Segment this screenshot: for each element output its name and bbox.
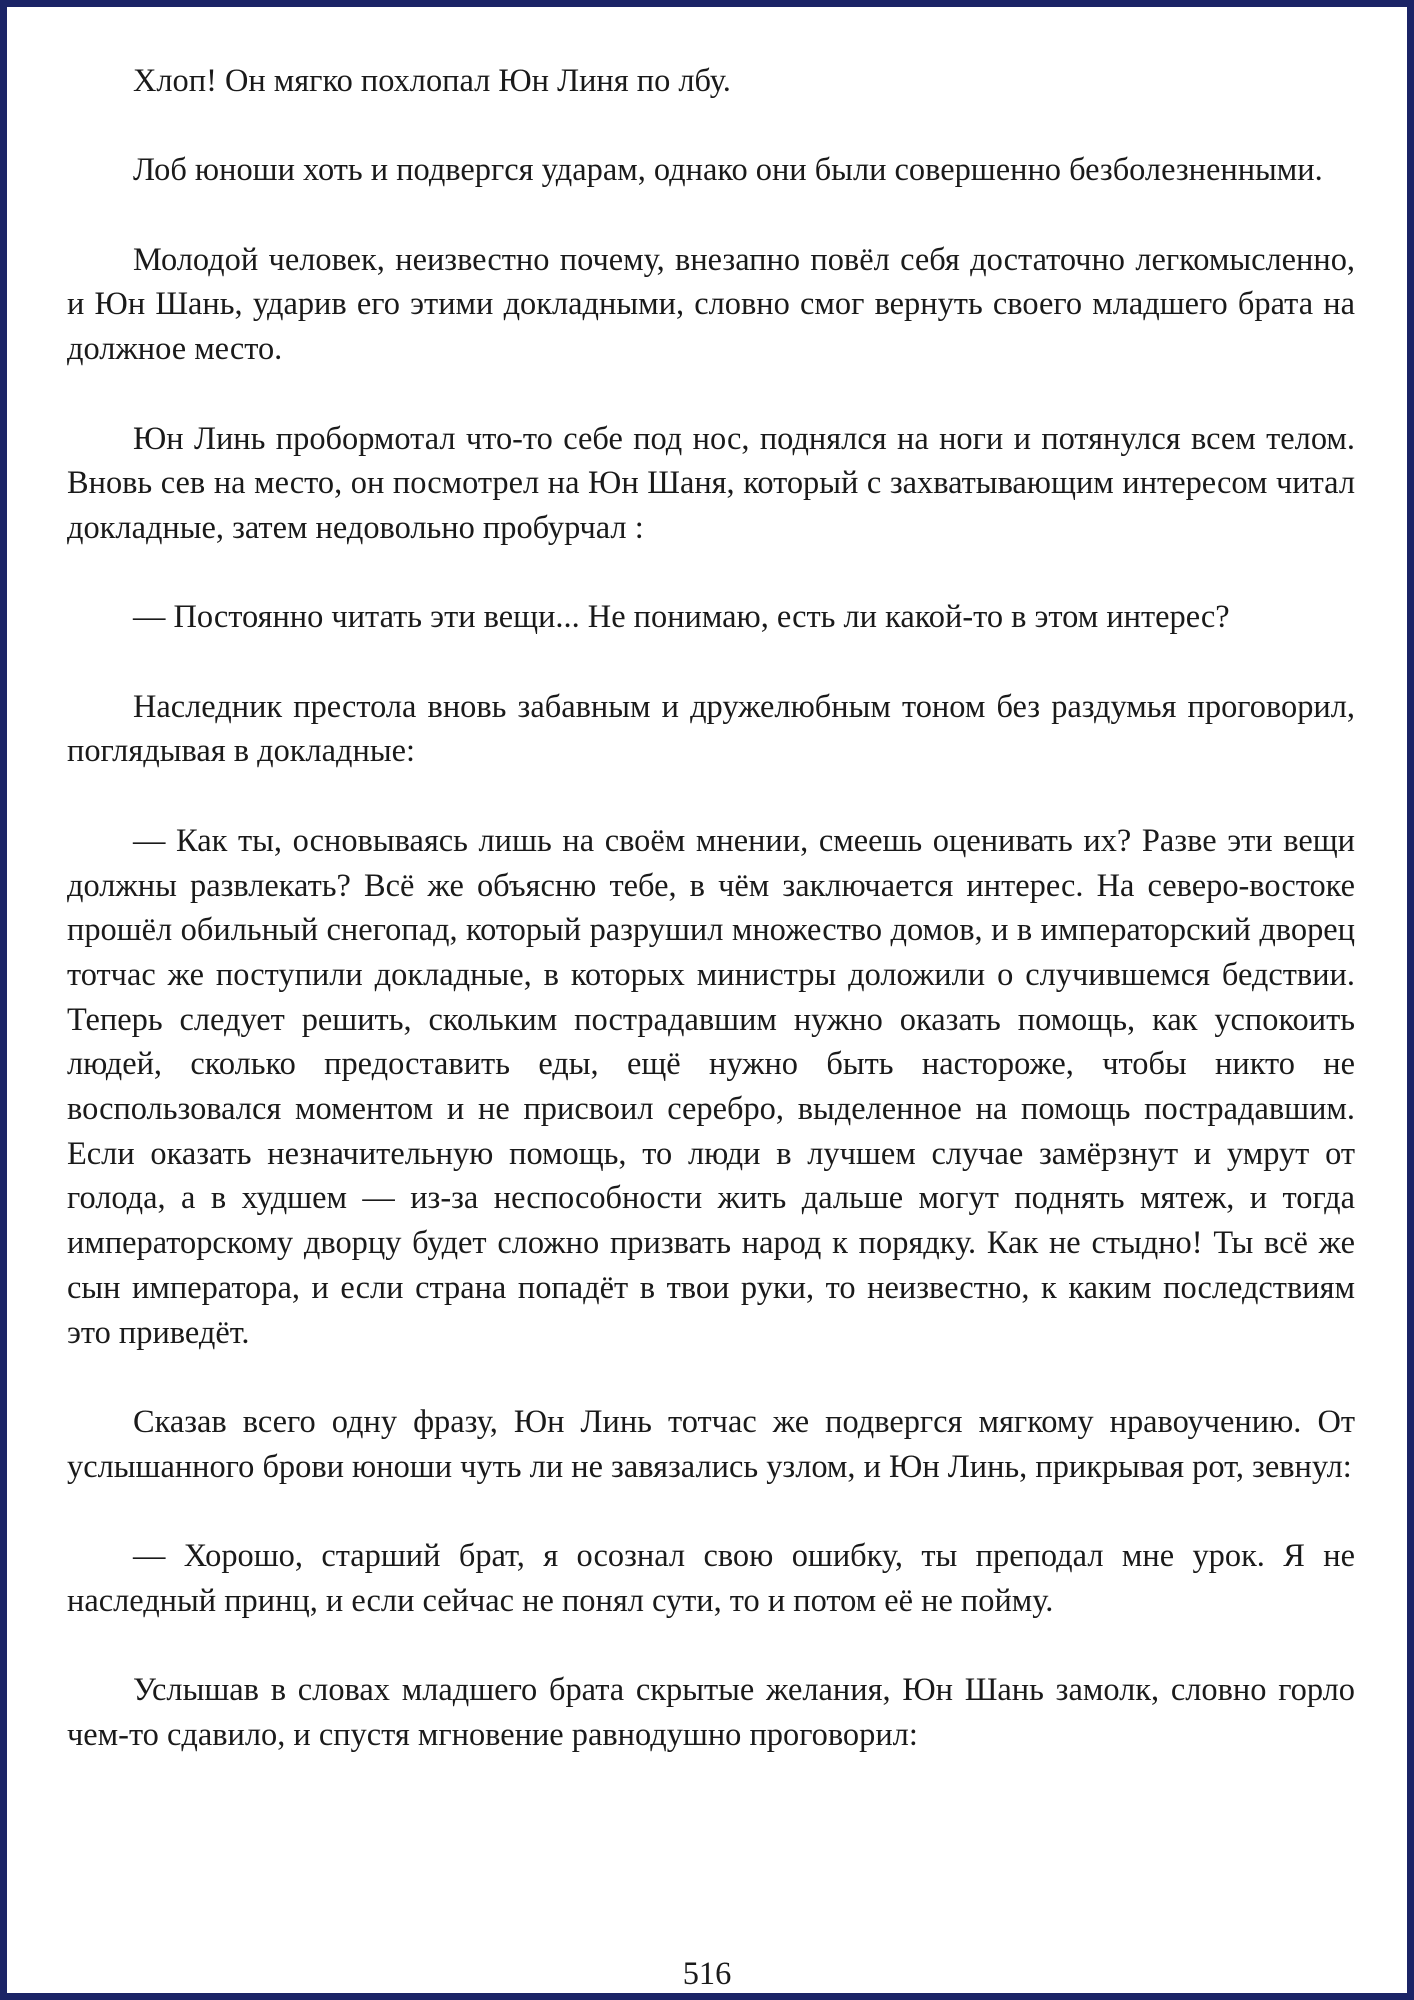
paragraph: Сказав всего одну фразу, Юн Линь тотчас же подвергся мягкому нравоучению. От услышанного брови юноши чуть ли не завязались узлом, и Юн Линь, прикрывая рот, зевнул:: [67, 1403, 1355, 1485]
paragraph: Услышав в словах младшего брата скрытые желания, Юн Шань замолк, словно горло чем-то сдавило, и спустя мгновение равнодушно проговорил:: [67, 1672, 1355, 1753]
paragraph: Лоб юноши хоть и подвергся ударам, однако они были совершенно безболезненными.: [133, 152, 1323, 189]
page-number: 516: [682, 1956, 732, 1992]
paragraph: — Хорошо, старший брат, я осознал свою ошибку, ты преподал мне урок. Я не наследный принц, и если сейчас не понял сути, то и потом её не пойму.: [67, 1538, 1355, 1619]
paragraph: Молодой человек, неизвестно почему, внезапно повёл себя достаточно легкомысленно, и Юн Шань, ударив его этими докладными, словно смог вернуть своего младшего брата на должное место.: [67, 241, 1355, 368]
paragraph: Юн Линь пробормотал что-то себе под нос, поднялся на ноги и потянулся всем телом. Вновь сев на место, он посмотрел на Юн Шаня, который с захватывающим интересом читал докладные, затем недовольно пробурчал :: [67, 420, 1355, 546]
text-body: [67, 59, 1355, 1758]
paragraph: Хлоп! Он мягко похлопал Юн Линя по лбу.: [133, 63, 731, 99]
paragraph: — Постоянно читать эти вещи... Не понимаю, есть ли какой-то в этом интерес?: [133, 599, 1230, 636]
paragraph: Наследник престола вновь забавным и дружелюбным тоном без раздумья проговорил, поглядывая в докладные:: [67, 688, 1355, 770]
paragraph: — Как ты, основываясь лишь на своём мнении, смеешь оценивать их? Разве эти вещи должны развлекать? Всё же объясню тебе, в чём заключается интерес. На северо-востоке прошёл обильный снегопад, который разрушил множество домов, и в императорский дворец тотчас же поступили докладные, в которых министры доложили о случившемся бедствии. Теперь следует решить, скольким пострадавшим нужно оказать помощь, как успокоить людей, сколько предоставить еды, ещё нужно быть настороже, чтобы никто не воспользовался моментом и не присвоил серебро, выделенное на помощь пострадавшим. Если оказать незначительную помощь, то люди в лучшем случае замёрзнут и умрут от голода, а в худшем — из-за неспособности жить дальше могут поднять мятеж, и тогда императорскому дворцу будет сложно призвать народ к порядку. Как не стыдно! Ты всё же сын императора, и если страна попадёт в твои руки, то неизвестно, к каким последствиям это приведёт.: [67, 822, 1355, 1351]
